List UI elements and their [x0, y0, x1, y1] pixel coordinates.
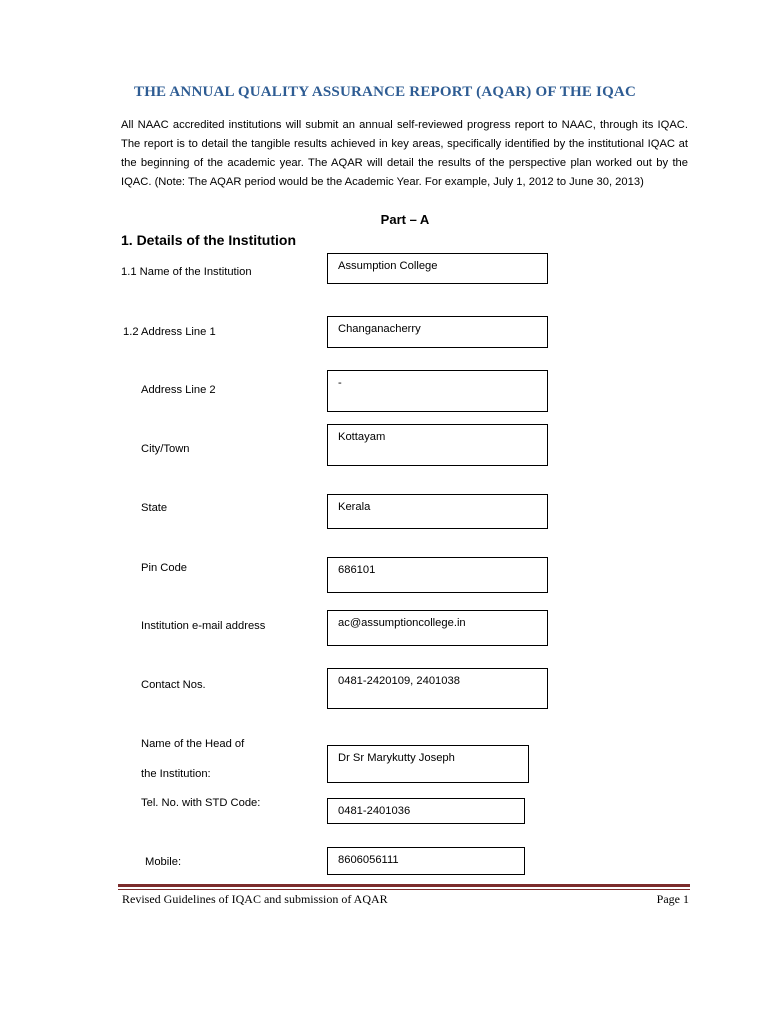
- address-line2-field[interactable]: -: [327, 370, 548, 412]
- address-line2-label: Address Line 2: [141, 384, 216, 396]
- institution-name-label: 1.1 Name of the Institution: [121, 266, 252, 278]
- head-name-field[interactable]: Dr Sr Marykutty Joseph: [327, 745, 529, 783]
- address-line1-field[interactable]: Changanacherry: [327, 316, 548, 348]
- contact-label: Contact Nos.: [141, 679, 206, 691]
- footer-left-text: Revised Guidelines of IQAC and submission of AQAR: [122, 892, 388, 906]
- pin-code-field[interactable]: 686101: [327, 557, 548, 593]
- city-field[interactable]: Kottayam: [327, 424, 548, 466]
- state-label: State: [141, 502, 168, 514]
- city-label: City/Town: [141, 443, 190, 455]
- tel-label: Tel. No. with STD Code:: [141, 797, 261, 809]
- pin-code-label: Pin Code: [141, 562, 188, 574]
- mobile-field[interactable]: 8606056111: [327, 847, 525, 875]
- mobile-label: Mobile:: [145, 856, 182, 868]
- footer-rule-thick: [118, 884, 690, 887]
- section-heading: 1. Details of the Institution: [121, 232, 297, 248]
- email-field[interactable]: ac@assumptioncollege.in: [327, 610, 548, 646]
- state-field[interactable]: Kerala: [327, 494, 548, 529]
- part-heading: Part – A: [380, 212, 430, 227]
- intro-paragraph: All NAAC accredited institutions will submit an annual self-reviewed progress report to NAAC, through its IQAC. The report is to detail the tangible results achieved in key areas, specifically identified by the institutional IQAC at the beginning of the academic year. The AQAR will detail the results of the perspective plan worked out by the IQAC. (Note: The AQAR period would be the Academic Year. For example, July 1, 2012 to June 30, 2013): [121, 119, 688, 188]
- institution-name-field[interactable]: Assumption College: [327, 253, 548, 284]
- contact-field[interactable]: 0481-2420109, 2401038: [327, 668, 548, 709]
- email-label: Institution e-mail address: [141, 620, 266, 632]
- report-title: THE ANNUAL QUALITY ASSURANCE REPORT (AQAR) OF THE IQAC: [133, 84, 636, 100]
- footer-rule-thin: [118, 889, 690, 890]
- head-label-line2: the Institution:: [141, 768, 211, 780]
- tel-field[interactable]: 0481-2401036: [327, 798, 525, 824]
- address-line1-label: 1.2 Address Line 1: [123, 326, 216, 338]
- head-label-line1: Name of the Head of: [141, 738, 245, 750]
- page-number: Page 1: [656, 892, 689, 906]
